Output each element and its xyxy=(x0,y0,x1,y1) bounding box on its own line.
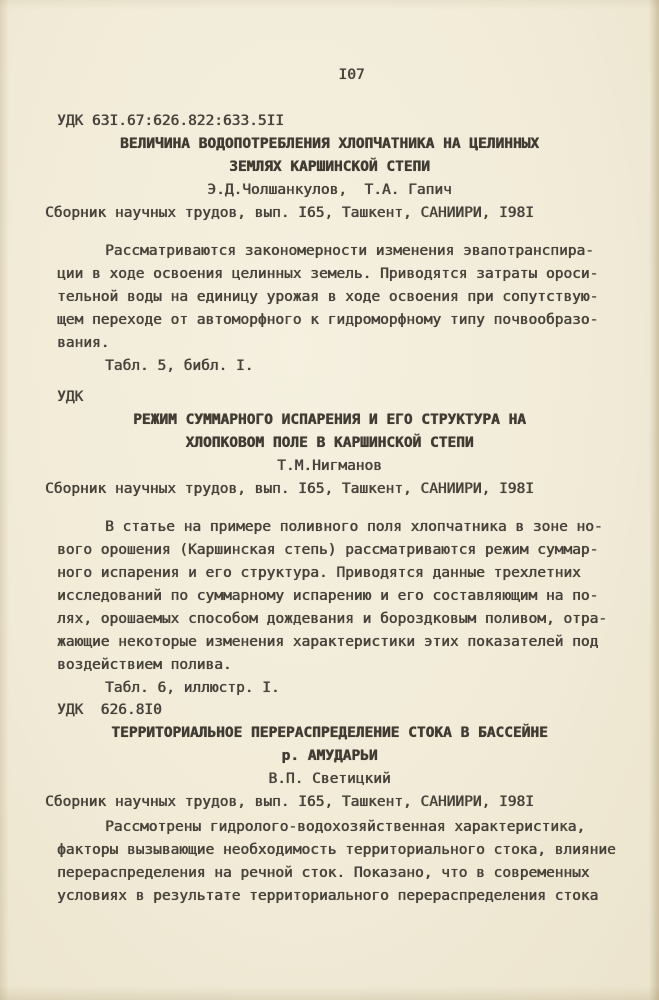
abstract-line: ного испарения и его структура. Приводятся данные трехлетних xyxy=(57,565,581,581)
abstract-line: факторы вызывающие необходимость территориального стока, влияние xyxy=(57,842,616,858)
source-line: Сборник научных трудов, вып. I65, Ташкент, САНИИРИ, I98I xyxy=(45,481,534,497)
abstract-line: условиях в результате территориального перераспределения стока xyxy=(57,888,599,904)
abstract-line: ции в ходе освоения целинных земель. Приводятся затраты ороси- xyxy=(57,266,599,282)
abstract-line: Рассматриваются закономерности изменения эвапотранспира- xyxy=(105,243,594,259)
udk-line: УДК 626.8I0 xyxy=(57,702,162,718)
title-line: ЗЕМЛЯХ КАРШИНСКОЙ СТЕПИ xyxy=(229,159,430,175)
udk-line: УДК xyxy=(57,389,84,405)
source-line: Сборник научных трудов, вып. I65, Ташкент, САНИИРИ, I98I xyxy=(45,794,534,810)
source-line: Сборник научных трудов, вып. I65, Ташкент, САНИИРИ, I98I xyxy=(45,205,534,221)
title-line: РЕЖИМ СУММАРНОГО ИСПАРЕНИЯ И ЕГО СТРУКТУРА НА xyxy=(133,412,526,428)
refs-line: Табл. 5, библ. I. xyxy=(105,358,254,374)
udk-line: УДК 63I.67:626.822:633.5II xyxy=(57,113,284,129)
refs-line: Табл. 6, иллюстр. I. xyxy=(105,680,280,696)
abstract-line: исследований по суммарному испарению и его составляющим на по- xyxy=(57,588,599,604)
abstract-line: воздействием полива. xyxy=(57,657,232,673)
title-line: р. АМУДАРЬИ xyxy=(281,748,378,764)
authors-line: Э.Д.Чолшанкулов, Т.А. Гапич xyxy=(207,182,452,198)
abstract-line: лях, орошаемых способом дождевания и бороздковым поливом, отра- xyxy=(57,611,607,627)
title-line: ХЛОПКОВОМ ПОЛЕ В КАРШИНСКОЙ СТЕПИ xyxy=(185,435,474,451)
title-line: ВЕЛИЧИНА ВОДОПОТРЕБЛЕНИЯ ХЛОПЧАТНИКА НА ЦЕЛИННЫХ xyxy=(119,136,540,152)
abstract-line: В статье на примере поливного поля хлопчатника в зоне но- xyxy=(105,519,603,535)
abstract-entry-2 xyxy=(0,386,659,700)
page-number: I07 xyxy=(338,67,365,83)
authors-line: В.П. Светицкий xyxy=(268,771,391,787)
abstract-line: тельной воды на единицу урожая в ходе освоения при сопутствую- xyxy=(57,289,599,305)
abstract-entry-1 xyxy=(0,110,659,378)
abstract-entry-3 xyxy=(0,699,659,908)
abstract-line: вания. xyxy=(57,335,110,351)
abstract-line: жающие некоторые изменения характеристики этих показателей под xyxy=(57,634,599,650)
abstract-line: щем переходе от автоморфного к гидроморфному типу почвообразо- xyxy=(57,312,599,328)
abstract-line: вого орошения (Каршинская степь) рассматриваются режим суммар- xyxy=(57,542,599,558)
title-line: ТЕРРИТОРИАЛЬНОЕ ПЕРЕРАСПРЕДЕЛЕНИЕ СТОКА В БАССЕЙНЕ xyxy=(111,725,548,741)
abstract-line: Рассмотрены гидролого-водохозяйственная характеристика, xyxy=(105,819,586,835)
abstract-line: перераспределения на речной сток. Показано, что в современных xyxy=(57,865,590,881)
authors-line: Т.М.Нигманов xyxy=(277,458,382,474)
